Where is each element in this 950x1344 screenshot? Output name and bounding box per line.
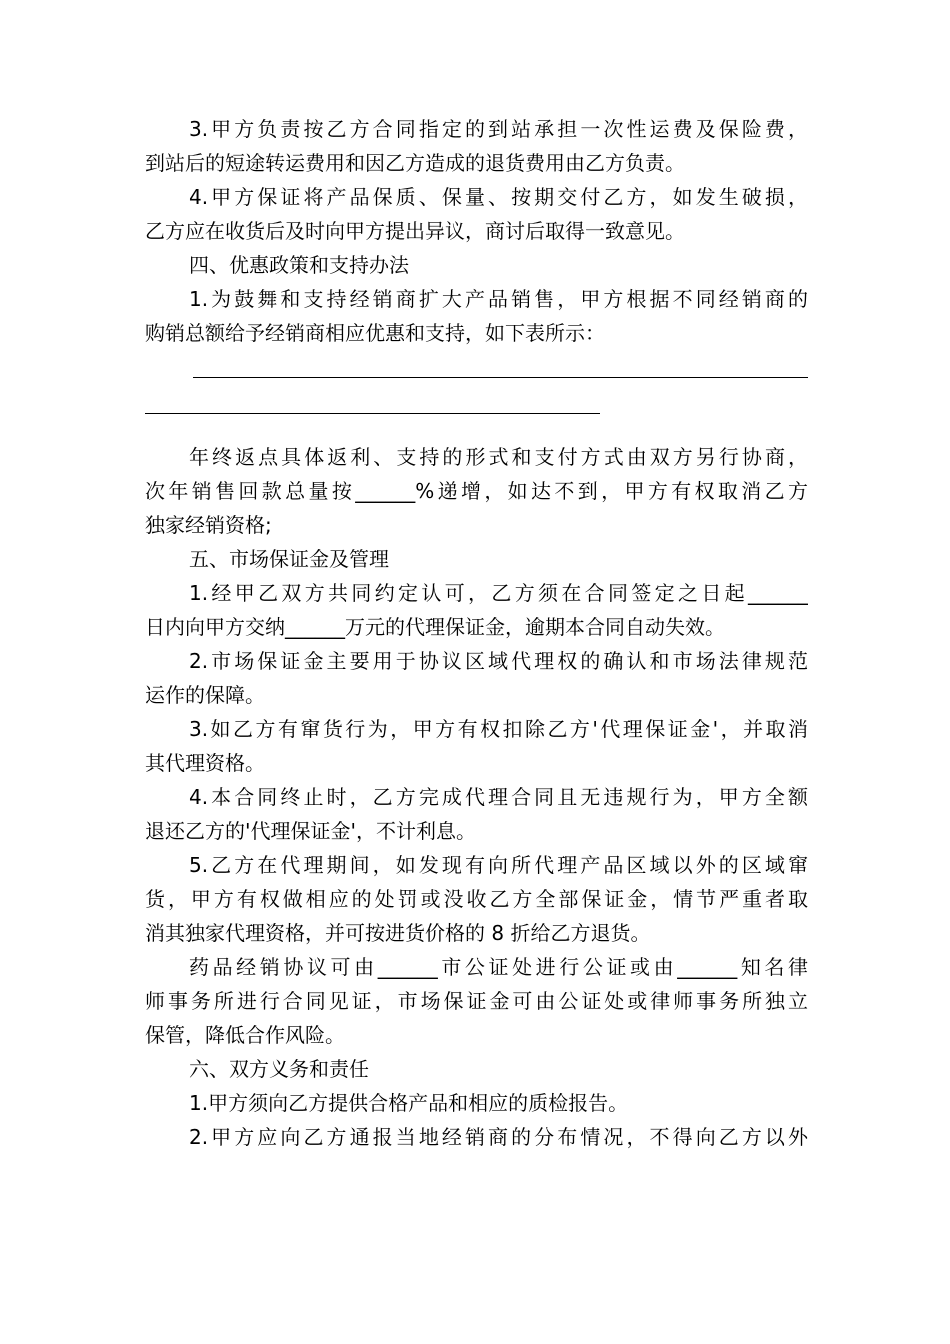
section-heading: 五、市场保证金及管理 <box>189 547 389 571</box>
paragraph-line: 货，甲方有权做相应的处罚或没收乙方全部保证金，情节严重者取 <box>145 887 808 911</box>
section-heading: 四、优惠政策和支持办法 <box>189 253 409 277</box>
paragraph-line: 到站后的短途转运费用和因乙方造成的退货费用由乙方负责。 <box>145 151 685 175</box>
paragraph-line: 消其独家代理资格，并可按进货价格的 8 折给乙方退货。 <box>145 921 651 945</box>
blank-table-placeholder <box>145 350 808 440</box>
paragraph-line: 独家经销资格; <box>145 513 272 537</box>
paragraph-line: 2.市场保证金主要用于协议区域代理权的确认和市场法律规范 <box>189 649 808 673</box>
blank-rule-line <box>193 377 808 378</box>
paragraph-line: 其代理资格。 <box>145 751 265 775</box>
blank-rule-line <box>145 413 600 414</box>
paragraph-line: 药品经销协议可由______市公证处进行公证或由______知名律 <box>189 955 808 979</box>
paragraph-line: 年终返点具体返利、支持的形式和支付方式由双方另行协商， <box>189 445 808 469</box>
paragraph-line: 1.经甲乙双方共同约定认可，乙方须在合同签定之日起______ <box>189 581 808 605</box>
paragraph-line: 购销总额给予经销商相应优惠和支持，如下表所示： <box>145 321 605 345</box>
paragraph-line: 运作的保障。 <box>145 683 265 707</box>
paragraph-line: 5.乙方在代理期间，如发现有向所代理产品区域以外的区域窜 <box>189 853 808 877</box>
paragraph-line: 1.为鼓舞和支持经销商扩大产品销售，甲方根据不同经销商的 <box>189 287 808 311</box>
paragraph-line: 次年销售回款总量按______%递增，如达不到，甲方有权取消乙方 <box>145 479 808 503</box>
document-page <box>145 112 808 1154</box>
paragraph-line: 退还乙方的'代理保证金'，不计利息。 <box>145 819 476 843</box>
paragraph-line: 4.本合同终止时，乙方完成代理合同且无违规行为，甲方全额 <box>189 785 808 809</box>
section-heading: 六、双方义务和责任 <box>189 1057 369 1081</box>
paragraph-line: 1.甲方须向乙方提供合格产品和相应的质检报告。 <box>189 1091 629 1115</box>
paragraph-line: 乙方应在收货后及时向甲方提出异议，商讨后取得一致意见。 <box>145 219 685 243</box>
paragraph-line: 3.甲方负责按乙方合同指定的到站承担一次性运费及保险费， <box>189 117 808 141</box>
paragraph-line: 保管，降低合作风险。 <box>145 1023 345 1047</box>
paragraph-line: 4.甲方保证将产品保质、保量、按期交付乙方，如发生破损， <box>189 185 808 209</box>
paragraph-line: 2.甲方应向乙方通报当地经销商的分布情况，不得向乙方以外 <box>189 1125 808 1149</box>
paragraph-line: 日内向甲方交纳______万元的代理保证金，逾期本合同自动失效。 <box>145 615 725 639</box>
paragraph-line: 3.如乙方有窜货行为，甲方有权扣除乙方'代理保证金'，并取消 <box>189 717 808 741</box>
paragraph-line: 师事务所进行合同见证，市场保证金可由公证处或律师事务所独立 <box>145 989 808 1013</box>
